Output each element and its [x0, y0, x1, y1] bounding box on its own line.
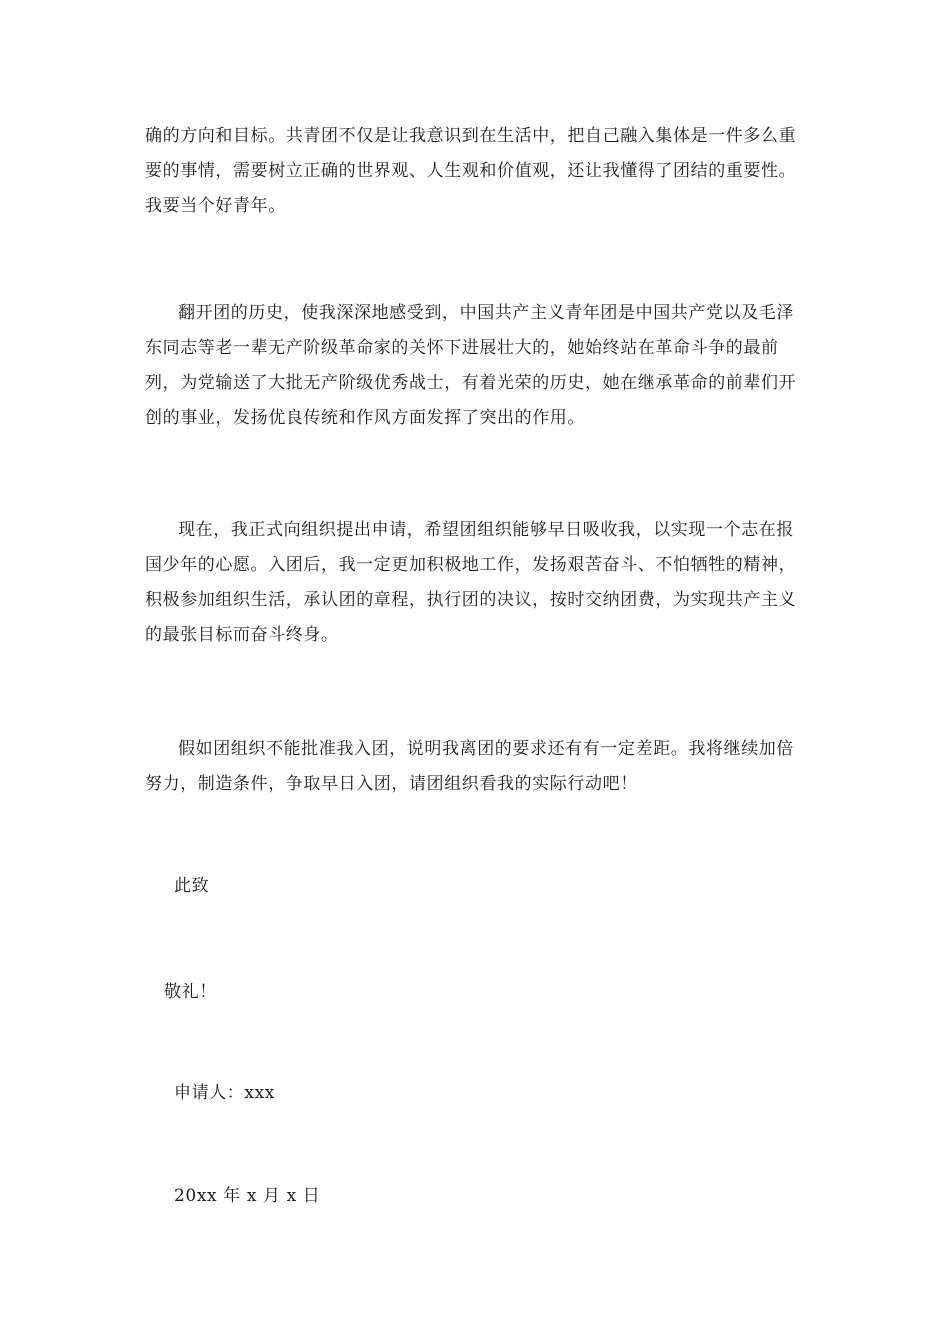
paragraph-history: 翻开团的历史，使我深深地感受到，中国共产主义青年团是中国共产党以及毛泽东同志等老一辈无产阶级革命家的关怀下进展壮大的，她始终站在革命斗争的最前列，为党输送了大批无产阶级优秀战士，有着光荣的历史，她在继承革命的前辈们开创的事业，发扬优良传统和作风方面发挥了突出的作用。 — [145, 303, 797, 428]
closing-text: 此致 — [174, 876, 210, 896]
paragraph-continuation: 确的方向和目标。共青团不仅是让我意识到在生活中，把自己融入集体是一件多么重要的事情，需要树立正确的世界观、人生观和价值观，还让我懂得了团结的重要性。我要当个好青年。 — [145, 126, 797, 216]
paragraph-application: 现在，我正式向组织提出申请，希望团组织能够早日吸收我，以实现一个志在报国少年的心愿。入团后，我一定更加积极地工作，发扬艰苦奋斗、不怕牺牲的精神，积极参加组织生活，承认团的章程，执行团的决议，按时交纳团费，为实现共产主义的最张目标而奋斗终身。 — [145, 520, 797, 645]
date-line: 20xx 年 x 月 x 日 — [174, 1186, 321, 1206]
salute-text: 敬礼！ — [164, 982, 217, 1002]
paragraph-commitment: 假如团组织不能批准我入团，说明我离团的要求还有有一定差距。我将继续加倍努力，制造条件，争取早日入团，请团组织看我的实际行动吧！ — [145, 739, 794, 794]
applicant-line: 申请人：xxx — [174, 1083, 275, 1103]
